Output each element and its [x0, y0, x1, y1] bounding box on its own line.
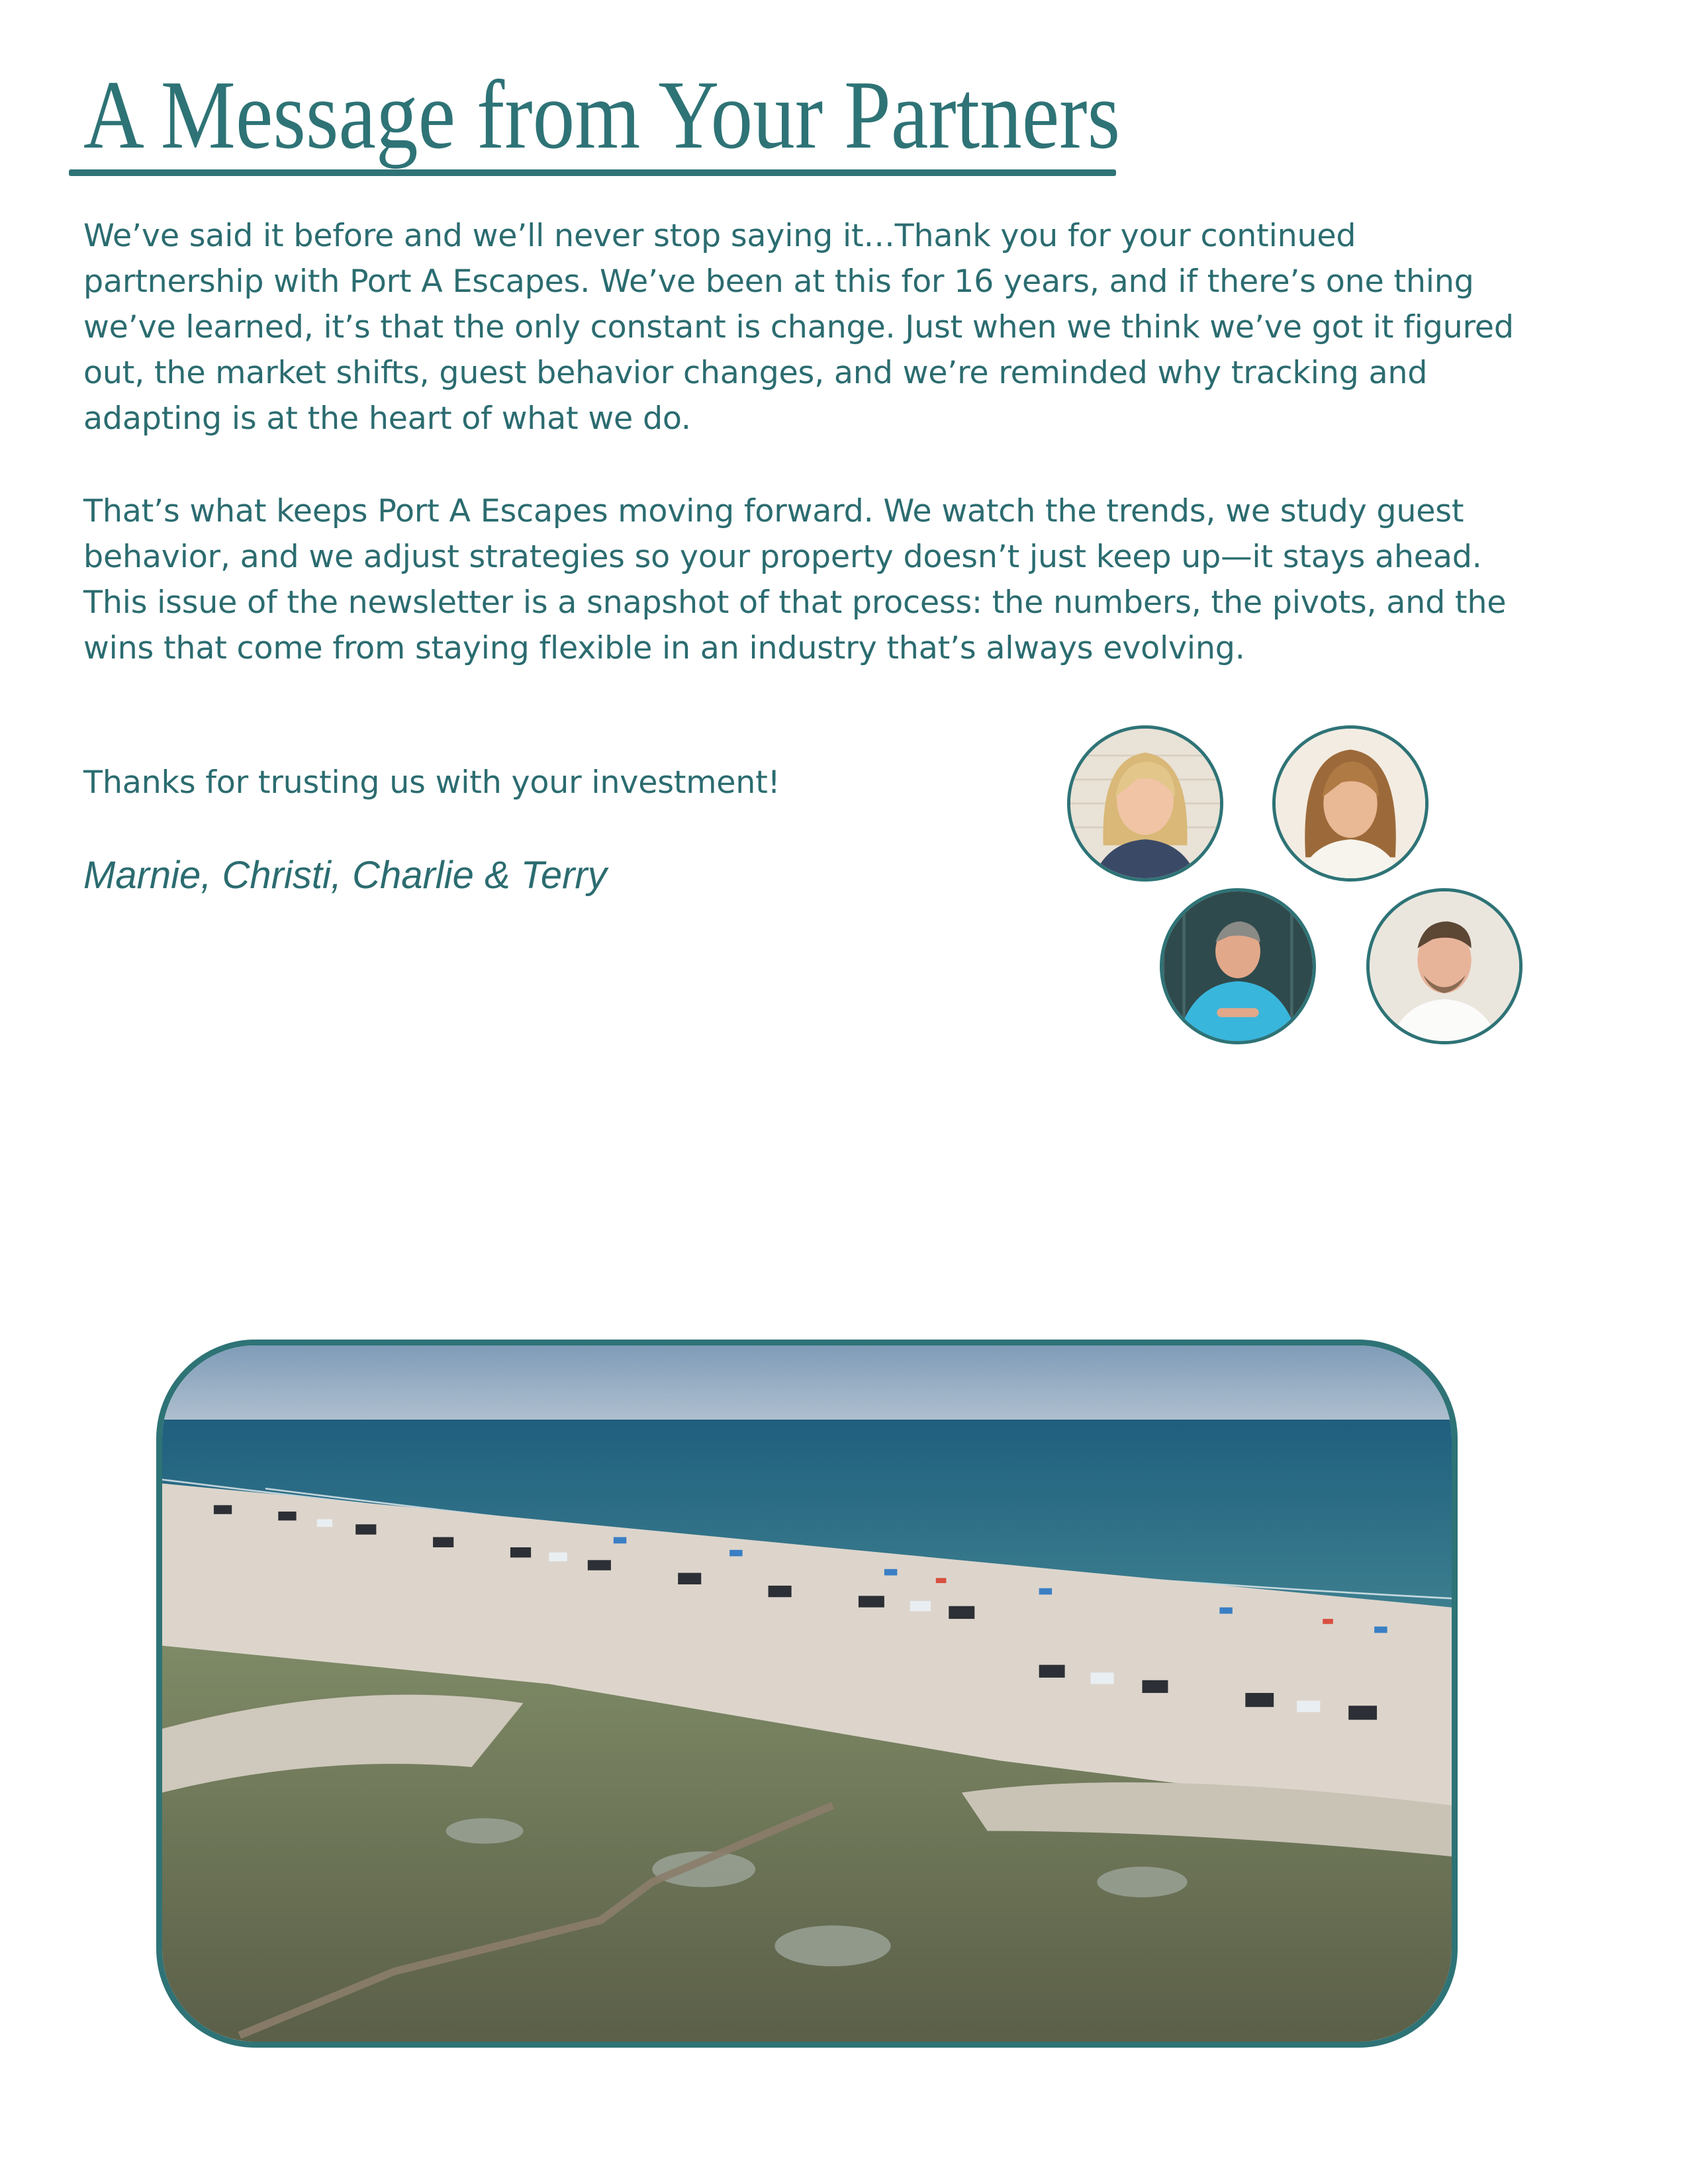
page-title: A Message from Your Partners	[83, 61, 1121, 169]
intro-paragraph: We’ve said it before and we’ll never stop saying it…Thank you for your continued partnership with Port A Escapes. We’ve been at this for 16 years, and if there’s one thing we’ve learned, it’s that the only constant is change. Just when we think we’ve got it figured out, the market shifts, guest behavior changes, and we’re reminded why tracking and adapting is at the heart of what we do.	[83, 218, 1514, 437]
partner-portrait-4	[1366, 888, 1523, 1044]
strategy-paragraph: That’s what keeps Port A Escapes moving forward. We watch the trends, we study guest behavior, and we adjust strategies so your property doesn’t just keep up—it stays ahead. This issue of the newsletter is a snapshot of that process: the numbers, the pivots, and the wins that come from staying flexible in an industry that’s always evolving.	[83, 493, 1507, 666]
beach-aerial-photo	[156, 1340, 1458, 2048]
partners-signature: Marnie, Christi, Charlie & Terry	[83, 854, 607, 897]
partner-portrait-3	[1160, 888, 1316, 1044]
partner-portrait-2	[1272, 725, 1429, 882]
thanks-line: Thanks for trusting us with your investment!	[83, 764, 780, 801]
title-underline	[69, 169, 1116, 176]
partner-portrait-1	[1067, 725, 1223, 882]
